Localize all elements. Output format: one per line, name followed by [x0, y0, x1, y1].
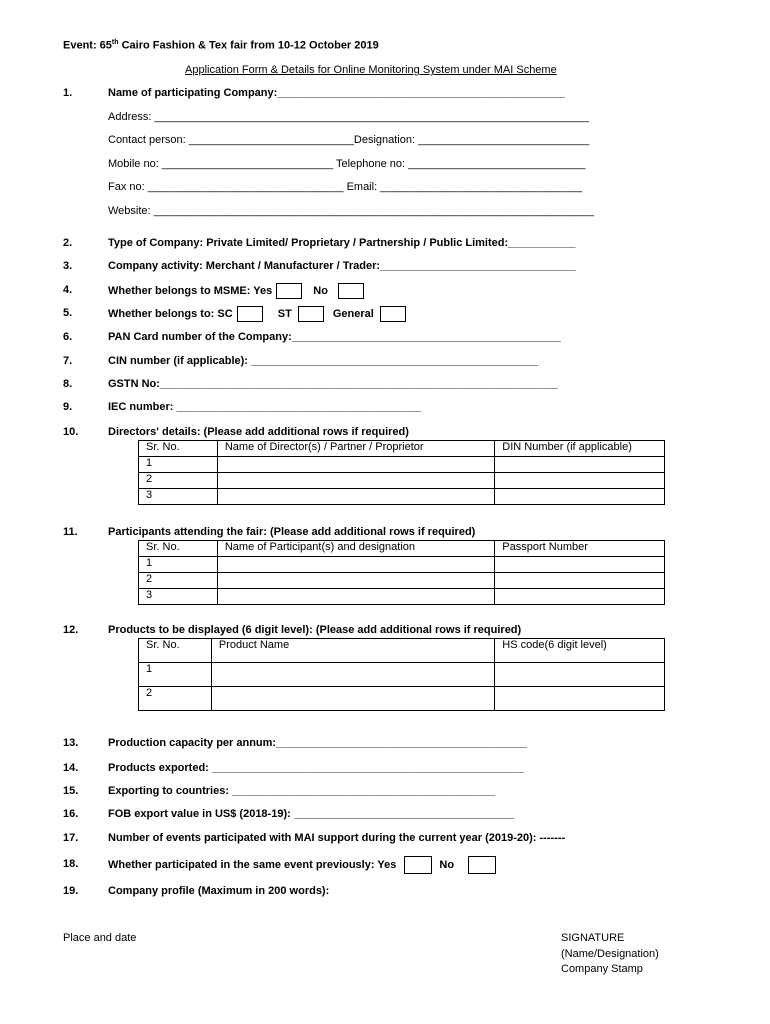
- mobile-telephone-field[interactable]: Mobile no: ____________________________ Telephone no: _____________________________: [108, 158, 586, 170]
- product-name-cell[interactable]: [211, 663, 494, 687]
- cin-field[interactable]: CIN number (if applicable): _______________________________________________: [108, 355, 539, 367]
- table-row: [139, 489, 665, 505]
- row-number: 2: [139, 687, 212, 711]
- item-number: 16.: [63, 808, 79, 820]
- events-participated-field[interactable]: Number of events participated with MAI support during the current year (2019-20): -------: [108, 832, 566, 844]
- column-header: Name of Participant(s) and designation: [217, 541, 494, 557]
- fax-email-field[interactable]: Fax no: ________________________________ Email: _________________________________: [108, 181, 583, 193]
- name-designation-label: (Name/Designation): [561, 948, 659, 960]
- pan-field[interactable]: PAN Card number of the Company:____________________________________________: [108, 331, 561, 343]
- passport-cell[interactable]: [495, 573, 665, 589]
- director-name-cell[interactable]: [217, 489, 494, 505]
- item-number: 13.: [63, 737, 79, 749]
- general-checkbox[interactable]: [380, 306, 406, 322]
- table-row: [139, 687, 665, 711]
- table-row: [139, 557, 665, 573]
- previous-no-checkbox[interactable]: [468, 856, 496, 874]
- column-header: Sr. No.: [139, 639, 212, 663]
- participants-table: [138, 540, 665, 605]
- table-header-row: [139, 541, 665, 557]
- passport-cell[interactable]: [495, 557, 665, 573]
- column-header: Name of Director(s) / Partner / Proprietor: [217, 441, 494, 457]
- director-name-cell[interactable]: [217, 457, 494, 473]
- production-capacity-field[interactable]: Production capacity per annum:_________________________________________: [108, 737, 527, 749]
- column-header: Passport Number: [495, 541, 665, 557]
- participant-cell[interactable]: [217, 589, 494, 605]
- iec-field[interactable]: IEC number: ________________________________________: [108, 401, 422, 413]
- item-number: 11.: [63, 526, 78, 538]
- table-header-row: [139, 639, 665, 663]
- sc-checkbox[interactable]: [237, 306, 263, 322]
- address-field[interactable]: Address: _______________________________________________________________________: [108, 111, 589, 123]
- table-row: [139, 589, 665, 605]
- company-profile-heading: Company profile (Maximum in 200 words):: [108, 885, 330, 897]
- product-name-cell[interactable]: [211, 687, 494, 711]
- item-number: 6.: [63, 331, 73, 343]
- msme-question: Whether belongs to MSME: Yes No: [108, 283, 364, 299]
- participant-cell[interactable]: [217, 573, 494, 589]
- din-cell[interactable]: [495, 457, 665, 473]
- st-checkbox[interactable]: [298, 306, 324, 322]
- table-row: [139, 473, 665, 489]
- contact-designation-field[interactable]: Contact person: ___________________________Designation: ____________________________: [108, 134, 590, 146]
- passport-cell[interactable]: [495, 589, 665, 605]
- hs-code-cell[interactable]: [495, 663, 665, 687]
- table-row: [139, 573, 665, 589]
- column-header: HS code(6 digit level): [495, 639, 665, 663]
- row-number: 3: [139, 589, 218, 605]
- item-number: 10.: [63, 426, 79, 438]
- participant-cell[interactable]: [217, 557, 494, 573]
- event-line: Event: 65th Cairo Fashion & Tex fair from 10-12 October 2019: [63, 39, 379, 52]
- fob-value-field[interactable]: FOB export value in US$ (2018-19): ____________________________________: [108, 808, 515, 820]
- item-number: 19.: [63, 885, 79, 897]
- item-number: 9.: [63, 401, 73, 413]
- item-number: 8.: [63, 378, 73, 390]
- company-stamp-label: Company Stamp: [561, 963, 643, 975]
- item-number: 18.: [63, 858, 79, 870]
- row-number: 1: [139, 557, 218, 573]
- item-number: 1.: [63, 87, 73, 99]
- msme-no-checkbox[interactable]: [338, 283, 364, 299]
- exporting-countries-field[interactable]: Exporting to countries: ___________________________________________: [108, 785, 496, 797]
- hs-code-cell[interactable]: [495, 687, 665, 711]
- company-type-field[interactable]: Type of Company: Private Limited/ Proprietary / Partnership / Public Limited:___________: [108, 237, 576, 249]
- table-row: [139, 457, 665, 473]
- directors-heading: Directors' details: (Please add additional rows if required): [108, 426, 409, 438]
- category-question: Whether belongs to: SC ST General: [108, 306, 406, 322]
- table-row: [139, 663, 665, 687]
- previous-yes-checkbox[interactable]: [404, 856, 432, 874]
- row-number: 3: [139, 489, 218, 505]
- previous-participation-question: Whether participated in the same event previously: Yes No: [108, 856, 496, 874]
- company-name-field[interactable]: Name of participating Company:_______________________________________________: [108, 87, 565, 99]
- item-number: 17.: [63, 832, 79, 844]
- products-table: [138, 638, 665, 711]
- row-number: 2: [139, 573, 218, 589]
- website-field[interactable]: Website: ________________________________________________________________________: [108, 205, 595, 217]
- item-number: 4.: [63, 284, 73, 296]
- item-number: 7.: [63, 355, 73, 367]
- column-header: Sr. No.: [139, 441, 218, 457]
- item-number: 12.: [63, 624, 79, 636]
- director-name-cell[interactable]: [217, 473, 494, 489]
- din-cell[interactable]: [495, 473, 665, 489]
- column-header: DIN Number (if applicable): [495, 441, 665, 457]
- place-and-date: Place and date: [63, 932, 137, 944]
- products-exported-field[interactable]: Products exported: ___________________________________________________: [108, 762, 524, 774]
- msme-yes-checkbox[interactable]: [276, 283, 302, 299]
- participants-heading: Participants attending the fair: (Please add additional rows if required): [108, 526, 476, 538]
- directors-table: [138, 440, 665, 505]
- item-number: 2.: [63, 237, 73, 249]
- item-number: 14.: [63, 762, 79, 774]
- row-number: 2: [139, 473, 218, 489]
- item-number: 15.: [63, 785, 79, 797]
- company-activity-field[interactable]: Company activity: Merchant / Manufacturer / Trader:________________________________: [108, 260, 576, 272]
- gstn-field[interactable]: GSTN No:_________________________________________________________________: [108, 378, 558, 390]
- row-number: 1: [139, 663, 212, 687]
- column-header: Sr. No.: [139, 541, 218, 557]
- item-number: 3.: [63, 260, 73, 272]
- row-number: 1: [139, 457, 218, 473]
- signature-label: SIGNATURE: [561, 932, 625, 944]
- form-title: Application Form & Details for Online Monitoring System under MAI Scheme: [185, 64, 557, 76]
- column-header: Product Name: [211, 639, 494, 663]
- table-header-row: [139, 441, 665, 457]
- din-cell[interactable]: [495, 489, 665, 505]
- item-number: 5.: [63, 307, 73, 319]
- products-heading: Products to be displayed (6 digit level): (Please add additional rows if required): [108, 624, 522, 636]
